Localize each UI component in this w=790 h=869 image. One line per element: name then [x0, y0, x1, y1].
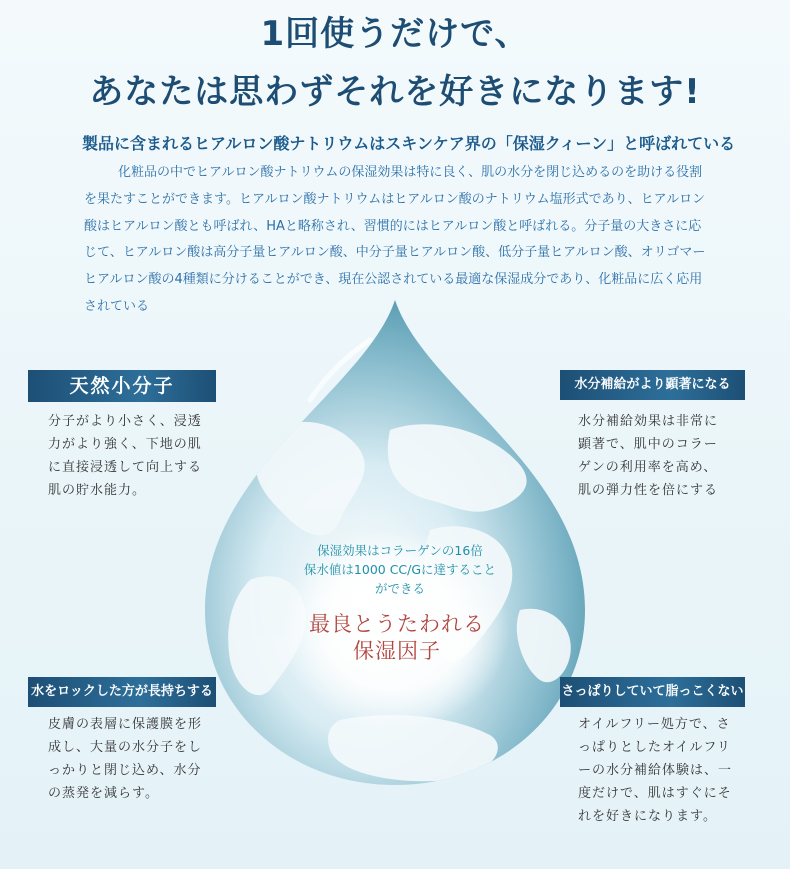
feature-line: ーの水分補給体験は、一: [578, 763, 733, 778]
center-title: [267, 611, 527, 665]
feature-line: ゲンの利用率を高め、: [578, 460, 718, 475]
intro-paragraph: 化粧品の中でヒアルロン酸ナトリウムの保湿効果は特に良く、肌の水分を閉じ込めるのを助ける役割を果たすことができます。ヒアルロン酸ナトリウムはヒアルロン酸のナトリウム塩形式であり、ヒアルロン酸はヒアルロン酸とも呼ばれ、HAと略称され、習慣的にはヒアルロン酸と呼ばれる。分子量の大きさに応じて、ヒアルロン酸は高分子量ヒアルロン酸、中分子量ヒアルロン酸、低分子量ヒアルロン酸、オリゴマーヒアルロン酸の4種類に分けることができ、現在公認されている最適な保湿成分であり、化粧品に広く応用されている: [84, 165, 706, 314]
center-line: 保湿効果はコラーゲンの16倍: [317, 543, 483, 558]
feature-title-lock-water: 水をロックした方が長持ちする: [28, 677, 216, 707]
feature-title-refreshing: さっぱりしていて脂っこくない: [560, 677, 745, 707]
center-line: 保水値は1000 CC/Gに達すること: [303, 562, 497, 577]
feature-line: オイルフリー処方で、さ: [578, 717, 731, 732]
headline-line-2: あなたは思わずそれを好きになります!: [89, 72, 701, 112]
feature-line: 分子がより小さく、浸透: [48, 414, 202, 429]
feature-line: に直接浸透して向上する: [48, 460, 203, 475]
feature-text-bottom-left: [48, 713, 238, 805]
feature-text-bottom-right: [578, 713, 748, 828]
feature-line: 度だけで、肌はすぐにそ: [578, 786, 732, 801]
feature-text-top-left: [48, 410, 238, 502]
feature-line: 肌の弾力性を倍にする: [578, 483, 719, 498]
center-line: ができる: [374, 581, 425, 596]
feature-line: 肌の貯水能力。: [48, 483, 147, 498]
feature-line: 成し、大量の水分子をし: [48, 740, 203, 755]
feature-line: 顕著で、肌中のコラー: [578, 437, 718, 452]
subheading: 製品に含まれるヒアルロン酸ナトリウムはスキンケア界の「保湿クィーン」と呼ばれている: [82, 134, 736, 153]
feature-line: 皮膚の表層に保護膜を形: [48, 717, 203, 732]
center-description: [285, 541, 515, 598]
feature-line: 力がより強く、下地の肌: [48, 437, 202, 452]
feature-text-top-right: [578, 410, 748, 502]
feature-title-natural-small-molecule: 天然小分子: [28, 370, 216, 402]
feature-line: の蒸発を減らす。: [48, 786, 159, 801]
feature-title-hydration: 水分補給がより顕著になる: [560, 370, 745, 400]
center-title-line: 保湿因子: [353, 639, 441, 663]
center-title-line: 最良とうたわれる: [309, 612, 485, 636]
feature-line: れを好きになります。: [578, 809, 717, 824]
feature-line: 水分補給効果は非常に: [578, 414, 719, 429]
water-drop-globe-illustration: [190, 280, 600, 790]
headline-line-1: 1回使うだけで、: [260, 14, 530, 54]
feature-line: っかりと閉じ込め、水分: [48, 763, 202, 778]
feature-line: っぱりとしたオイルフリ: [578, 740, 731, 755]
